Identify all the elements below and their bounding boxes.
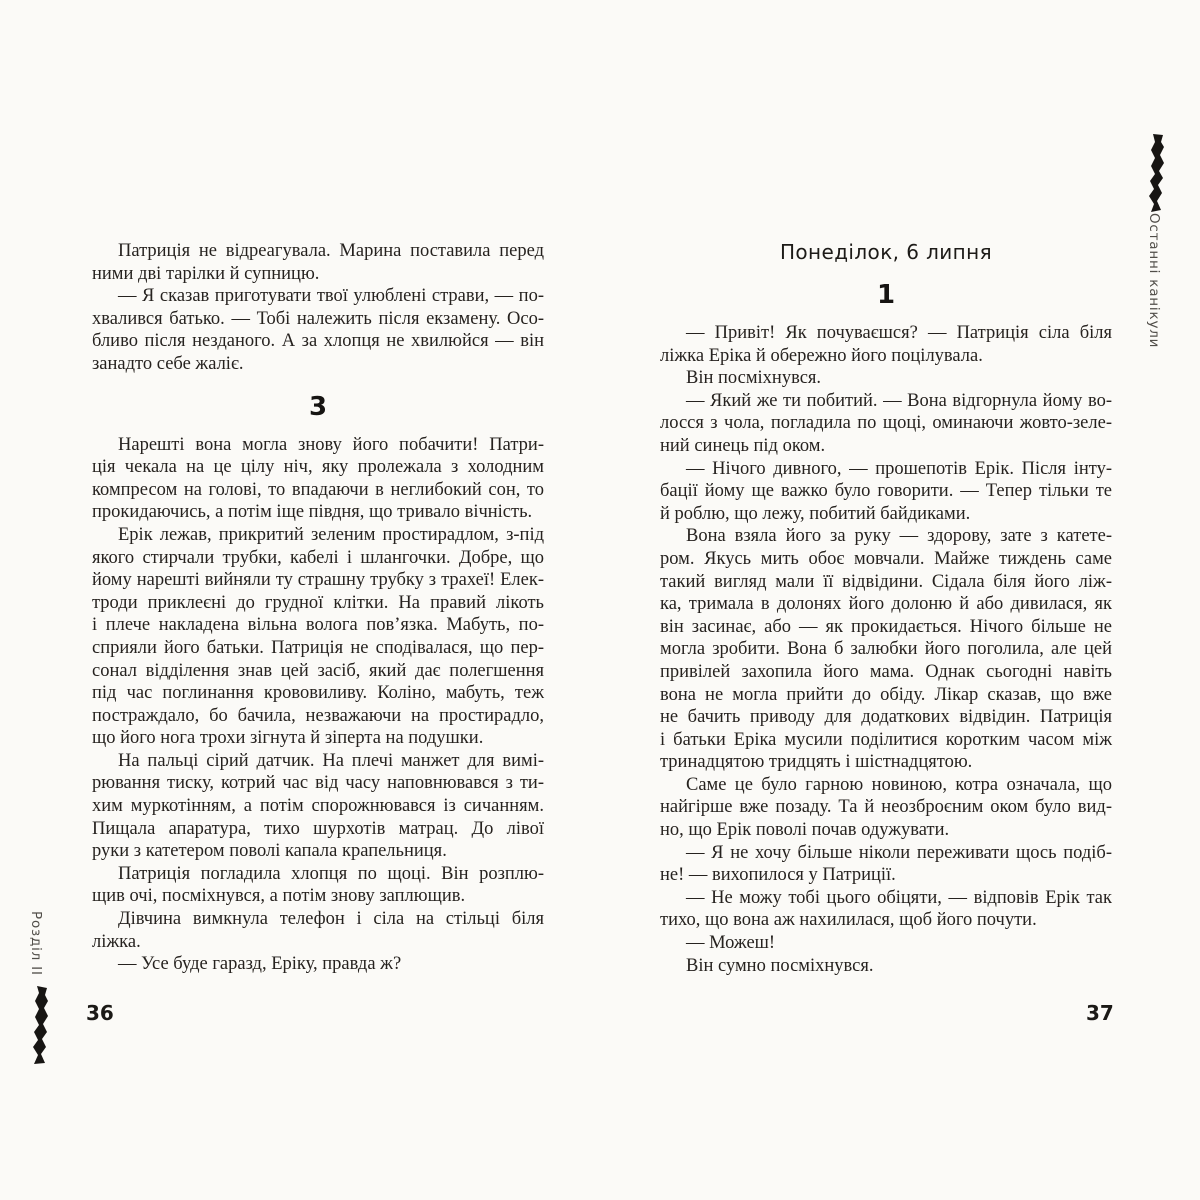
text-line: під час поглинання крововиливу. Коліно, мабуть, теж: [92, 683, 544, 704]
text-line: — Не можу тобі цього обіцяти, — відповів Ерік так: [686, 887, 1112, 908]
text-line: не! — вихопилося у Патриції.: [660, 865, 896, 886]
paragraph: [92, 434, 544, 524]
text-line: йому нарешті вийняли ту страшну трубку з трахеї! Елек-: [92, 570, 544, 591]
paragraph: [660, 390, 1112, 458]
text-line: рювання тиску, котрий час від часу наповнювався з ти-: [92, 773, 544, 794]
text-line: ка, тримала в долонях його долоню й або дивилася, як: [660, 594, 1112, 615]
running-title-label: Останні канікули: [1146, 213, 1162, 349]
paragraph: [92, 285, 544, 375]
left-page-text-column: [92, 240, 544, 976]
text-line: Нарешті вона могла знову його побачити! Патри-: [118, 434, 544, 455]
text-line: руки з катетером поволі капала крапельниця.: [92, 841, 447, 862]
text-line: ція чекала на це цілу ніч, яку пролежала з холодним: [92, 457, 544, 478]
paragraph: [660, 887, 1112, 932]
text-line: могла зробити. Вона б залюбки його поголила, але цей: [660, 639, 1112, 660]
ink-smudge-mark: [31, 986, 53, 1069]
paragraph: [660, 955, 1112, 978]
text-line: і батьки Еріка мусили поділитися коротким часом між: [660, 729, 1112, 750]
text-line: занадто себе жаліє.: [92, 353, 244, 374]
text-line: Патриція не відреагувала. Марина поставила перед: [118, 241, 544, 261]
text-line: бації йому ще важко було говорити. — Тепер тільки те: [660, 481, 1112, 502]
text-line: не бачить приводу для додаткових відвідин. Патриція: [660, 707, 1112, 728]
paragraph: [660, 932, 1112, 955]
text-line: Саме це було гарною новиною, котра означала, що: [686, 774, 1112, 795]
text-line: Ерік лежав, прикритий зеленим простирадлом, з-під: [118, 524, 544, 545]
paragraph: [92, 750, 544, 863]
text-line: Пищала апаратура, тихо шурхотів матрац. До лівої: [92, 818, 544, 839]
paragraph: [660, 774, 1112, 842]
paragraph: [660, 322, 1112, 367]
text-line: ний синець під оком.: [660, 435, 826, 456]
page-number-left: 36: [86, 1001, 114, 1025]
text-line: — Який же ти побитий. — Вона відгорнула йому во-: [686, 390, 1112, 411]
text-line: Дівчина вимкнула телефон і сіла на стільці біля ліжка.: [92, 909, 544, 952]
text-line: тихо, що вона аж нахилилася, щоб його почути.: [660, 910, 1037, 931]
text-line: — Можеш!: [686, 933, 776, 954]
text-line: — Нічого дивного, — прошепотів Ерік. Після інту-: [686, 458, 1112, 479]
text-line: привілей захопила його мама. Однак сьогодні навіть: [660, 661, 1112, 682]
right-page-text-column: [660, 240, 1112, 977]
text-line: На пальці сірий датчик. На плечі манжет для вимі-: [118, 750, 544, 771]
text-line: що його нога трохи зігнута й зіперта на подушки.: [92, 728, 484, 749]
text-line: постраждало, бо бачила, незважаючи на простирадло,: [92, 705, 544, 726]
paragraph: [660, 525, 1112, 774]
text-line: — Привіт! Як почуваєшся? — Патриція сіла біля: [686, 323, 1112, 343]
text-line: ними дві тарілки й супницю.: [92, 263, 320, 284]
paragraph: [92, 524, 544, 750]
paragraph: [92, 863, 544, 908]
text-line: — Я не хочу більше ніколи переживати щось подіб-: [686, 842, 1112, 863]
text-line: — Я сказав приготувати твої улюблені страви, — по-: [118, 286, 544, 307]
text-line: Вона взяла його за руку — здорову, зате з катете-: [686, 526, 1112, 547]
section-number: 1: [876, 280, 896, 310]
text-line: Він сумно посміхнувся.: [686, 955, 874, 976]
text-line: такий вигляд мали її відвідини. Сідала біля його ліж-: [660, 571, 1112, 592]
paragraph: [92, 953, 544, 976]
text-line: прокидаючись, а потім іще півдня, що тривало вічність.: [92, 502, 533, 523]
text-line: бливо після незданого. А за хлопця не хвилюйся — він: [92, 331, 544, 352]
text-line: вона не могла прийти до обіду. Лікар сказав, що вже: [660, 684, 1112, 705]
paragraph: [92, 240, 544, 285]
paragraph: [92, 908, 544, 953]
page-number-right: 37: [1086, 1001, 1114, 1025]
text-line: сприяли його батьки. Патриція не сподівалася, що пер-: [92, 637, 544, 658]
text-line: Патриція погладила хлопця по щоці. Він розплю-: [118, 863, 544, 884]
running-chapter-label: Розділ II: [28, 911, 44, 976]
text-line: тринадцятою тридцять і шістнадцятою.: [660, 752, 973, 773]
text-line: він засинає, або — як прокидається. Нічого більше не: [660, 616, 1112, 637]
paragraph: [660, 842, 1112, 887]
text-line: лосся з чола, погладила по щоці, оминаючи жовто-зеле-: [660, 413, 1112, 434]
text-line: но, що Ерік поволі почав одужувати.: [660, 820, 950, 841]
text-line: щив очі, посміхнувся, а потім знову заплющив.: [92, 886, 466, 907]
text-line: хим муркотінням, а потім спорожнювався із сичанням.: [92, 796, 544, 817]
paragraph: [660, 458, 1112, 526]
text-line: хвалився батько. — Тобі належить після екзамену. Осо-: [92, 308, 544, 329]
text-line: — Усе буде гаразд, Еріку, правда ж?: [118, 954, 402, 975]
text-line: ром. Якусь мить обоє мовчали. Майже тиждень саме: [660, 548, 1112, 569]
section-number: 3: [308, 391, 328, 422]
text-line: Він посміхнувся.: [686, 368, 822, 389]
date-header: Понеділок, 6 липня: [779, 240, 993, 264]
ink-smudge-mark: [1146, 134, 1168, 217]
text-line: найгірше вже позаду. Та й неозброєним оком було вид-: [660, 797, 1112, 818]
text-line: ліжка Еріка й обережно його поцілувала.: [660, 345, 983, 366]
text-line: і плече накладена вільна волога пов’язка. Мабуть, по-: [92, 615, 544, 636]
text-line: й роблю, що лежу, побитий байдиками.: [660, 503, 971, 524]
paragraph: [660, 367, 1112, 390]
text-line: сонал відділення знав цей засіб, який дає полегшення: [92, 660, 544, 681]
text-line: троди приклеєні до грудної клітки. На правий лікоть: [92, 592, 544, 613]
text-line: компресом на голові, то впадаючи в неглибокий сон, то: [92, 479, 544, 500]
text-line: якого стирчали трубки, кабелі і шлангочки. Добре, що: [92, 547, 544, 568]
